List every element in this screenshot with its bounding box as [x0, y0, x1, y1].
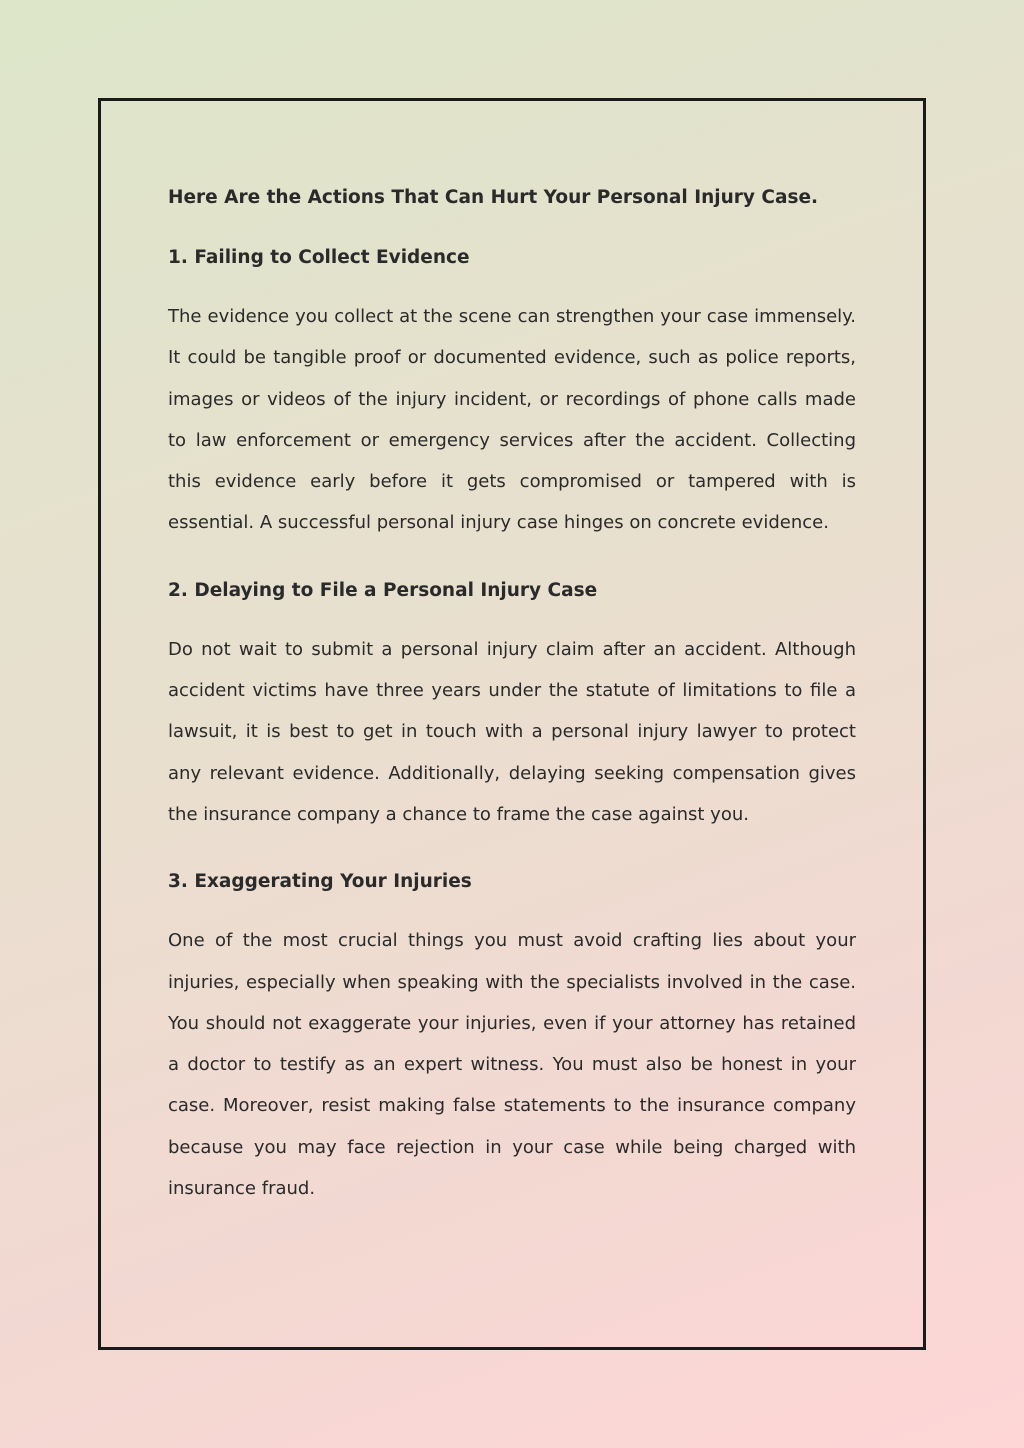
- section-heading: 3. Exaggerating Your Injuries: [168, 871, 472, 893]
- document-content: [168, 184, 856, 1209]
- section-delaying-to-file: [168, 577, 856, 835]
- section-heading: 2. Delaying to File a Personal Injury Case: [168, 579, 598, 601]
- section-heading: 1. Failing to Collect Evidence: [168, 247, 470, 268]
- document-title: Here Are the Actions That Can Hurt Your Personal Injury Case.: [168, 187, 819, 208]
- section-paragraph: One of the most crucial things you must avoid crafting lies about your injuries, especially when speaking with the specialists involved in the case. You should not exaggerate your injuries, even if your attorney has retained a doctor to testify as an expert witness. You must also be honest in your case. Moreover, resist making false statements to the insurance company because you may face rejection in your case while being charged with insurance fraud.: [168, 930, 856, 1200]
- section-exaggerating-injuries: [168, 868, 856, 1209]
- section-failing-to-collect-evidence: [168, 244, 856, 544]
- section-paragraph: Do not wait to submit a personal injury claim after an accident. Although accident victims have three years under the statute of limitations to file a lawsuit, it is best to get in touch with a personal injury lawyer to protect any relevant evidence. Additionally, delaying seeking compensation gives the insurance company a chance to frame the case against you.: [168, 638, 856, 825]
- section-paragraph: The evidence you collect at the scene can strengthen your case immensely. It could be tangible proof or documented evidence, such as police reports, images or videos of the injury incident, or recordings of phone calls made to law enforcement or emergency services after the accident. Collecting this evidence early before it gets compromised or tampered with is essential. A successful personal injury case hinges on concrete evidence.: [168, 306, 856, 534]
